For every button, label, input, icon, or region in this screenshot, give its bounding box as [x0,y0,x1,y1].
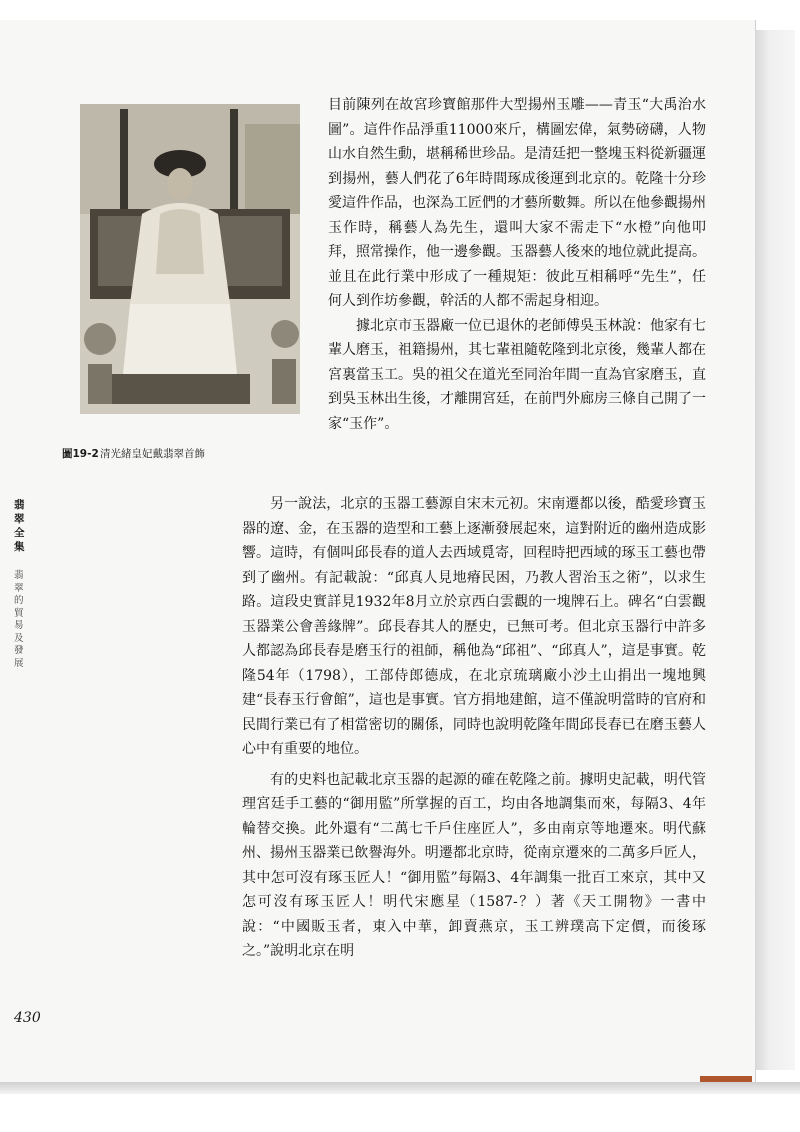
body-text-top [328,93,706,436]
figure-caption: 清光緒皇妃戴翡翠首飾 [100,448,205,460]
figure-photo [80,104,300,414]
running-head-title: 翡翠全集 [14,499,25,553]
running-head-subtitle: 翡翠的貿易及發展 [14,570,24,669]
paragraph: 據北京市玉器廠一位已退休的老師傅吳玉林說：他家有七輩人磨玉，祖籍揚州，其七輩祖隨乾隆到北京後，幾輩人都在宮裏當玉工。吳的祖父在道光至同治年間一直為官家磨玉，直到吳玉林出生後，才離開宮廷，在前門外廊房三條自己開了一家“玉作”。 [328,317,706,432]
body-text-main [242,492,706,964]
page-number: 430 [14,1010,41,1026]
page-edge [755,30,795,1070]
paragraph: 另一說法，北京的玉器工藝源自宋末元初。宋南遷都以後，酷愛珍寶玉器的遼、金，在玉器的造型和工藝上逐漸發展起來，這對附近的幽州造成影響。這時，有個叫邱長春的道人去西域覓寄，回程時把西域的琢玉工藝也帶到了幽州。有記載說：“邱真人見地瘠民困，乃教人習治玉之術”，以求生路。這段史實詳見1932年8月立於京西白雲觀的一塊牌石上。碑名“白雲觀玉器業公會善緣牌”。邱長春其人的歷史，已無可考。但北京玉器行中許多人都認為邱長春是磨玉行的祖師，稱他為“邱祖”、“邱真人”，這是事實。乾隆54年（1798），工部侍郎德成，在北京琉璃廠小沙土山捐出一塊地興建“長春玉行會館”，這也是事實。官方捐地建館，這不僅說明當時的官府和民間行業已有了相當密切的關係，同時也說明乾隆年間邱長春已在磨玉藝人心中有重要的地位。 [242,496,706,757]
paragraph: 目前陳列在故宮珍寶館那件大型揚州玉雕——青玉“大禹治水圖”。這件作品淨重11000來斤，構圖宏偉，氣勢磅礴，人物山水自然生動，堪稱稀世珍品。是清廷把一整塊玉料從新疆運到揚州，藝人們花了6年時間琢成後運到北京的。乾隆十分珍愛這件作品，也深為工匠們的才藝所數舞。所以在他參觀揚州玉作時，稱藝人為先生，還叫大家不需走下“水橙”向他叩拜，照常操作，他一邊參觀。玉器藝人後來的地位就此提高。並且在此行業中形成了一種規矩：彼此互相稱呼“先生”，任何人到作坊參觀，幹活的人都不需起身相迎。 [328,97,706,309]
paragraph: 有的史料也記載北京玉器的起源的確在乾隆之前。據明史記載，明代管理宮廷手工藝的“御用監”所掌握的百工，均由各地調集而來，每隔3、4年輪替交換。此外還有“二萬七千戶住座匠人”，多由南京等地遷來。明代蘇州、揚州玉器業已飲譽海外。明遷都北京時，從南京遷來的二萬多戶匠人，其中怎可沒有琢玉匠人！“御用監”每隔3、4年調集一批百工來京，其中又怎可沒有琢玉匠人！明代宋應星（1587-？）著《天工開物》一書中說：“中國販玉者，東入中華，卸賣燕京，玉工辨璞高下定價，而後琢之。”說明北京在明 [242,771,706,959]
figure-photo-drawing [80,104,300,414]
bottom-edge [0,1082,800,1094]
figure-number: 圖19-2 [62,448,99,460]
bottom-ribbon [700,1076,752,1082]
